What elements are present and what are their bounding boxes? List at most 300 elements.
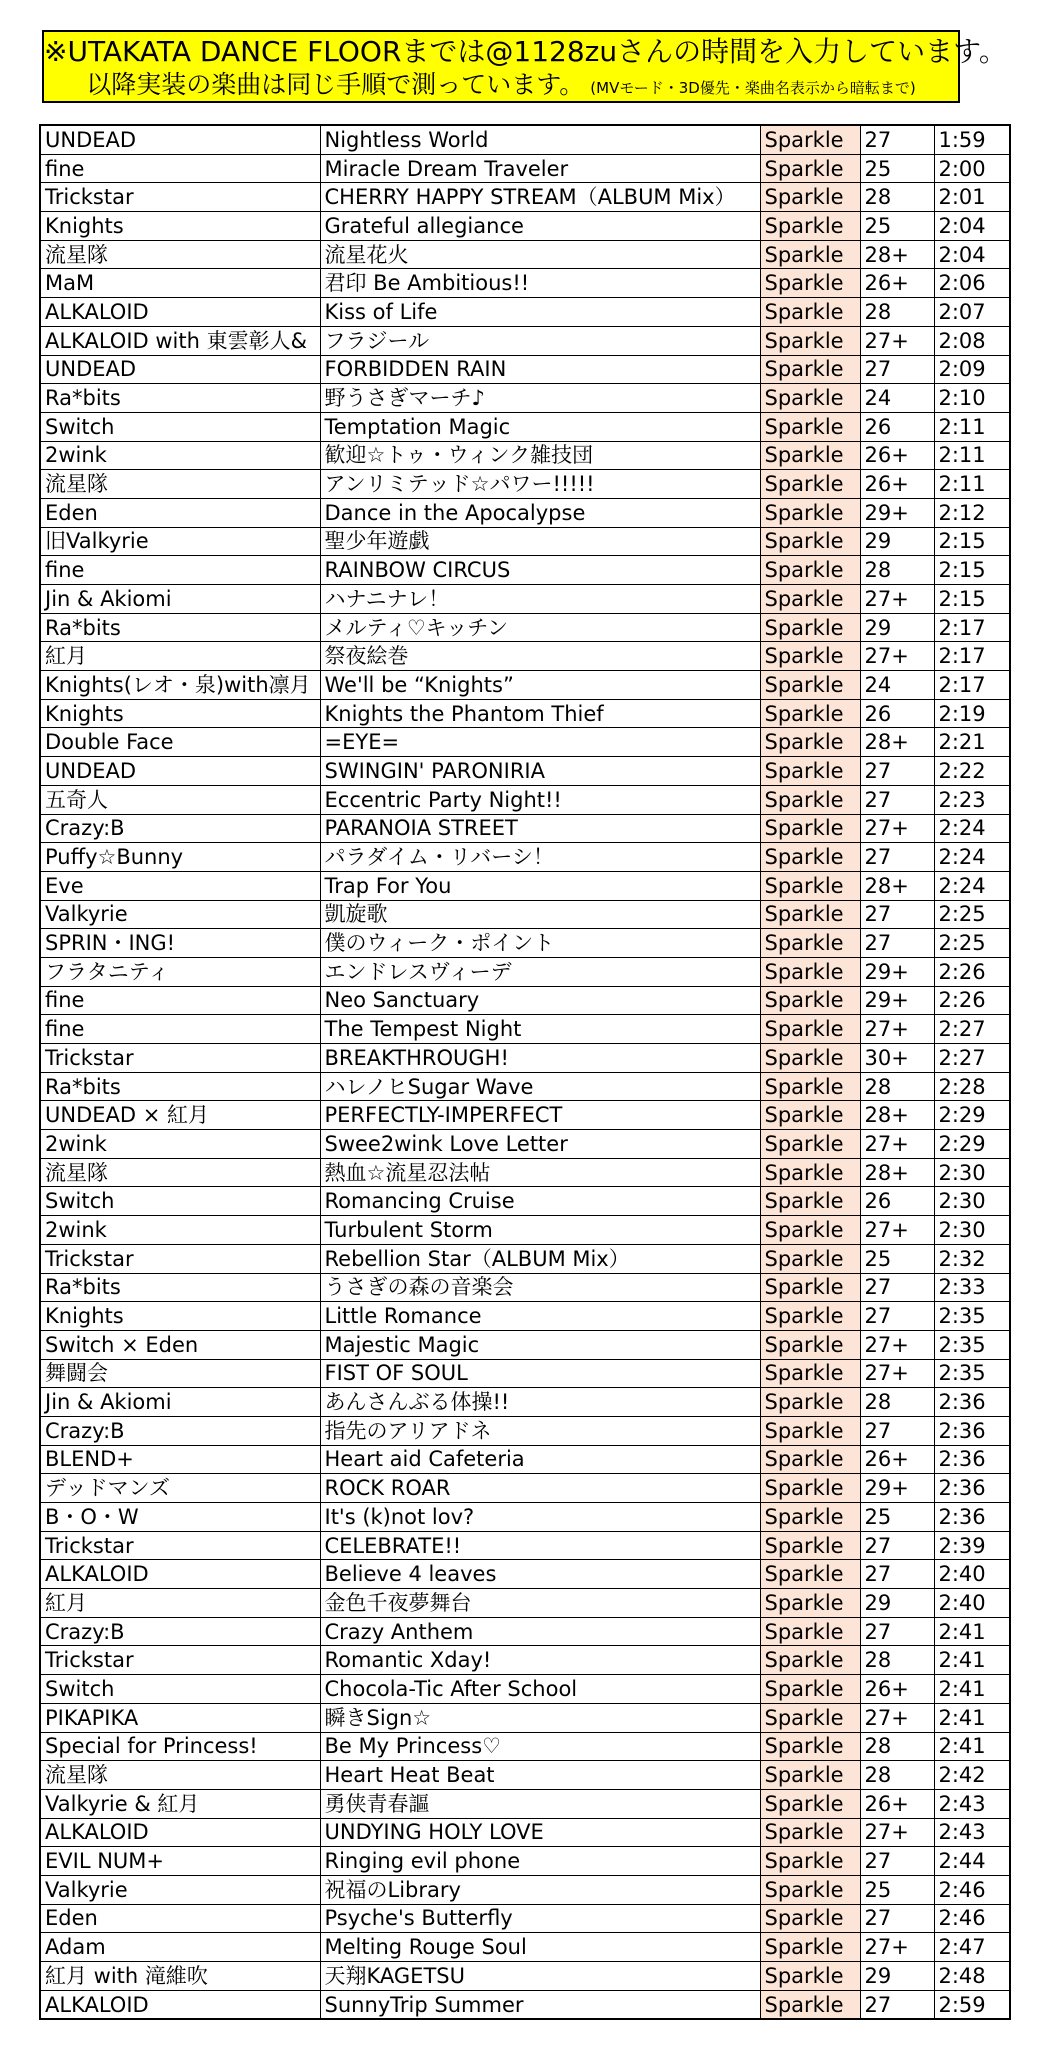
difficulty-cell: Sparkle <box>760 125 860 154</box>
level-cell: 27 <box>860 1560 934 1589</box>
difficulty-cell: Sparkle <box>760 1072 860 1101</box>
song-title-cell: 流星花火 <box>320 240 760 269</box>
unit-cell: Trickstar <box>40 183 320 212</box>
time-cell: 2:44 <box>934 1847 1010 1876</box>
song-title-cell: SWINGIN' PARONIRIA <box>320 757 760 786</box>
unit-cell: UNDEAD × 紅月 <box>40 1101 320 1130</box>
difficulty-cell: Sparkle <box>760 1789 860 1818</box>
unit-cell: UNDEAD <box>40 355 320 384</box>
unit-cell: fine <box>40 556 320 585</box>
notice-box <box>42 30 1007 103</box>
time-cell: 2:36 <box>934 1388 1010 1417</box>
difficulty-cell: Sparkle <box>760 1330 860 1359</box>
table-row <box>40 1044 1010 1073</box>
level-cell: 29+ <box>860 1474 934 1503</box>
difficulty-cell: Sparkle <box>760 298 860 327</box>
level-cell: 27 <box>860 1904 934 1933</box>
level-cell: 25 <box>860 212 934 241</box>
notice-line2-text: 以降実装の楽曲は同じ手順で測っています。 <box>86 70 585 99</box>
song-title-cell: Nightless World <box>320 125 760 154</box>
song-title-cell: Grateful allegiance <box>320 212 760 241</box>
table-row <box>40 1732 1010 1761</box>
unit-cell: Knights <box>40 212 320 241</box>
level-cell: 28 <box>860 1761 934 1790</box>
song-rows <box>40 125 1010 2019</box>
level-cell: 26 <box>860 412 934 441</box>
table-row <box>40 1675 1010 1704</box>
unit-cell: 流星隊 <box>40 1761 320 1790</box>
notice-line2 <box>44 69 958 104</box>
song-title-cell: 野うさぎマーチ♪ <box>320 384 760 413</box>
time-cell: 2:27 <box>934 1044 1010 1073</box>
unit-cell: Crazy:B <box>40 1416 320 1445</box>
song-title-cell: It's (k)not lov? <box>320 1503 760 1532</box>
song-title-cell: We'll be “Knights” <box>320 671 760 700</box>
time-cell: 2:41 <box>934 1646 1010 1675</box>
difficulty-cell: Sparkle <box>760 642 860 671</box>
song-title-cell: 勇侠青春謳 <box>320 1789 760 1818</box>
time-cell: 2:15 <box>934 527 1010 556</box>
difficulty-cell: Sparkle <box>760 470 860 499</box>
table-row <box>40 212 1010 241</box>
difficulty-cell: Sparkle <box>760 1962 860 1991</box>
table-row <box>40 1474 1010 1503</box>
level-cell: 25 <box>860 1875 934 1904</box>
difficulty-cell: Sparkle <box>760 814 860 843</box>
song-title-cell: PARANOIA STREET <box>320 814 760 843</box>
difficulty-cell: Sparkle <box>760 1818 860 1847</box>
time-cell: 2:17 <box>934 671 1010 700</box>
difficulty-cell: Sparkle <box>760 585 860 614</box>
level-cell: 28+ <box>860 1158 934 1187</box>
difficulty-cell: Sparkle <box>760 757 860 786</box>
table-row <box>40 843 1010 872</box>
unit-cell: Eden <box>40 1904 320 1933</box>
time-cell: 2:01 <box>934 183 1010 212</box>
time-cell: 2:33 <box>934 1273 1010 1302</box>
unit-cell: ALKALOID <box>40 298 320 327</box>
level-cell: 27 <box>860 125 934 154</box>
unit-cell: Jin & Akiomi <box>40 1388 320 1417</box>
level-cell: 26+ <box>860 470 934 499</box>
table-row <box>40 699 1010 728</box>
unit-cell: PIKAPIKA <box>40 1703 320 1732</box>
difficulty-cell: Sparkle <box>760 1216 860 1245</box>
song-title-cell: The Tempest Night <box>320 1015 760 1044</box>
song-title-cell: ハナニナレ！ <box>320 585 760 614</box>
table-row <box>40 498 1010 527</box>
unit-cell: ALKALOID <box>40 1818 320 1847</box>
difficulty-cell: Sparkle <box>760 1416 860 1445</box>
time-cell: 2:26 <box>934 957 1010 986</box>
table-row <box>40 1589 1010 1618</box>
level-cell: 28 <box>860 1732 934 1761</box>
table-row <box>40 1617 1010 1646</box>
time-cell: 2:15 <box>934 585 1010 614</box>
unit-cell: B・O・W <box>40 1503 320 1532</box>
unit-cell: SPRIN・ING! <box>40 929 320 958</box>
time-cell: 2:41 <box>934 1617 1010 1646</box>
song-title-cell: あんさんぶる体操!! <box>320 1388 760 1417</box>
table-row <box>40 1445 1010 1474</box>
difficulty-cell: Sparkle <box>760 1158 860 1187</box>
time-cell: 2:06 <box>934 269 1010 298</box>
time-cell: 2:19 <box>934 699 1010 728</box>
time-cell: 2:59 <box>934 1990 1010 2019</box>
unit-cell: フラタニティ <box>40 957 320 986</box>
level-cell: 27 <box>860 1302 934 1331</box>
level-cell: 27 <box>860 843 934 872</box>
unit-cell: Switch <box>40 412 320 441</box>
level-cell: 27+ <box>860 1359 934 1388</box>
song-title-cell: フラジール <box>320 326 760 355</box>
difficulty-cell: Sparkle <box>760 269 860 298</box>
song-title-cell: Believe 4 leaves <box>320 1560 760 1589</box>
notice-line1: ※UTAKATA DANCE FLOORまでは@1128zuさんの時間を入力しています。 <box>44 35 1007 68</box>
song-title-cell: ROCK ROAR <box>320 1474 760 1503</box>
time-cell: 2:30 <box>934 1216 1010 1245</box>
unit-cell: Puffy☆Bunny <box>40 843 320 872</box>
level-cell: 24 <box>860 671 934 700</box>
time-cell: 2:22 <box>934 757 1010 786</box>
time-cell: 2:27 <box>934 1015 1010 1044</box>
unit-cell: MaM <box>40 269 320 298</box>
difficulty-cell: Sparkle <box>760 154 860 183</box>
table-row <box>40 1187 1010 1216</box>
time-cell: 2:07 <box>934 298 1010 327</box>
difficulty-cell: Sparkle <box>760 1589 860 1618</box>
song-title-cell: 君印 Be Ambitious!! <box>320 269 760 298</box>
song-title-cell: Chocola-Tic After School <box>320 1675 760 1704</box>
song-title-cell: Psyche's Butterfly <box>320 1904 760 1933</box>
table-row <box>40 326 1010 355</box>
table-row <box>40 585 1010 614</box>
time-cell: 2:43 <box>934 1789 1010 1818</box>
level-cell: 27+ <box>860 1818 934 1847</box>
song-title-cell: Miracle Dream Traveler <box>320 154 760 183</box>
unit-cell: ALKALOID <box>40 1560 320 1589</box>
time-cell: 2:35 <box>934 1359 1010 1388</box>
time-cell: 2:35 <box>934 1330 1010 1359</box>
unit-cell: Adam <box>40 1933 320 1962</box>
difficulty-cell: Sparkle <box>760 699 860 728</box>
difficulty-cell: Sparkle <box>760 613 860 642</box>
unit-cell: 2wink <box>40 1130 320 1159</box>
time-cell: 1:59 <box>934 125 1010 154</box>
difficulty-cell: Sparkle <box>760 871 860 900</box>
table-row <box>40 1789 1010 1818</box>
level-cell: 27+ <box>860 642 934 671</box>
table-row <box>40 1933 1010 1962</box>
level-cell: 27 <box>860 1416 934 1445</box>
difficulty-cell: Sparkle <box>760 1130 860 1159</box>
difficulty-cell: Sparkle <box>760 1646 860 1675</box>
time-cell: 2:00 <box>934 154 1010 183</box>
difficulty-cell: Sparkle <box>760 240 860 269</box>
table-row <box>40 1273 1010 1302</box>
unit-cell: EVIL NUM+ <box>40 1847 320 1876</box>
level-cell: 28+ <box>860 1101 934 1130</box>
difficulty-cell: Sparkle <box>760 1359 860 1388</box>
difficulty-cell: Sparkle <box>760 1990 860 2019</box>
unit-cell: Valkyrie <box>40 900 320 929</box>
time-cell: 2:23 <box>934 785 1010 814</box>
table-row <box>40 1388 1010 1417</box>
difficulty-cell: Sparkle <box>760 785 860 814</box>
unit-cell: デッドマンズ <box>40 1474 320 1503</box>
song-title-cell: メルティ♡キッチン <box>320 613 760 642</box>
song-title-cell: Majestic Magic <box>320 1330 760 1359</box>
unit-cell: Switch <box>40 1187 320 1216</box>
song-title-cell: PERFECTLY-IMPERFECT <box>320 1101 760 1130</box>
table-row <box>40 1330 1010 1359</box>
difficulty-cell: Sparkle <box>760 1015 860 1044</box>
level-cell: 29 <box>860 527 934 556</box>
unit-cell: Knights(レオ・泉)with凛月 <box>40 671 320 700</box>
difficulty-cell: Sparkle <box>760 1732 860 1761</box>
difficulty-cell: Sparkle <box>760 1703 860 1732</box>
table-row <box>40 1216 1010 1245</box>
level-cell: 25 <box>860 1244 934 1273</box>
table-row <box>40 1875 1010 1904</box>
song-title-cell: Be My Princess♡ <box>320 1732 760 1761</box>
level-cell: 26+ <box>860 1789 934 1818</box>
time-cell: 2:11 <box>934 470 1010 499</box>
unit-cell: 舞闘会 <box>40 1359 320 1388</box>
time-cell: 2:36 <box>934 1474 1010 1503</box>
unit-cell: 旧Valkyrie <box>40 527 320 556</box>
difficulty-cell: Sparkle <box>760 1302 860 1331</box>
song-title-cell: 凱旋歌 <box>320 900 760 929</box>
unit-cell: Eden <box>40 498 320 527</box>
song-title-cell: FIST OF SOUL <box>320 1359 760 1388</box>
level-cell: 27+ <box>860 1015 934 1044</box>
unit-cell: Jin & Akiomi <box>40 585 320 614</box>
unit-cell: Trickstar <box>40 1646 320 1675</box>
song-title-cell: Kiss of Life <box>320 298 760 327</box>
unit-cell: Trickstar <box>40 1244 320 1273</box>
unit-cell: 紅月 <box>40 1589 320 1618</box>
song-title-cell: 祝福のLibrary <box>320 1875 760 1904</box>
time-cell: 2:21 <box>934 728 1010 757</box>
level-cell: 27 <box>860 785 934 814</box>
unit-cell: fine <box>40 1015 320 1044</box>
table-row <box>40 957 1010 986</box>
song-title-cell: 歓迎☆トゥ・ウィンク雑技団 <box>320 441 760 470</box>
unit-cell: 紅月 with 滝維吹 <box>40 1962 320 1991</box>
table-row <box>40 1847 1010 1876</box>
unit-cell: ALKALOID with 東雲彰人& <box>40 326 320 355</box>
time-cell: 2:41 <box>934 1732 1010 1761</box>
level-cell: 28 <box>860 1646 934 1675</box>
time-cell: 2:32 <box>934 1244 1010 1273</box>
song-title-cell: Romantic Xday! <box>320 1646 760 1675</box>
level-cell: 27+ <box>860 1933 934 1962</box>
table-row <box>40 1101 1010 1130</box>
unit-cell: Switch × Eden <box>40 1330 320 1359</box>
unit-cell: 流星隊 <box>40 1158 320 1187</box>
difficulty-cell: Sparkle <box>760 212 860 241</box>
song-title-cell: Ringing evil phone <box>320 1847 760 1876</box>
table-row <box>40 1158 1010 1187</box>
table-row <box>40 441 1010 470</box>
difficulty-cell: Sparkle <box>760 1675 860 1704</box>
unit-cell: Ra*bits <box>40 613 320 642</box>
difficulty-cell: Sparkle <box>760 1875 860 1904</box>
song-title-cell: SunnyTrip Summer <box>320 1990 760 2019</box>
time-cell: 2:29 <box>934 1130 1010 1159</box>
unit-cell: Ra*bits <box>40 1072 320 1101</box>
difficulty-cell: Sparkle <box>760 1187 860 1216</box>
level-cell: 27+ <box>860 326 934 355</box>
time-cell: 2:39 <box>934 1531 1010 1560</box>
unit-cell: Ra*bits <box>40 1273 320 1302</box>
song-title-cell: BREAKTHROUGH! <box>320 1044 760 1073</box>
table-row <box>40 1416 1010 1445</box>
difficulty-cell: Sparkle <box>760 929 860 958</box>
level-cell: 27 <box>860 355 934 384</box>
table-row <box>40 1560 1010 1589</box>
unit-cell: Valkyrie & 紅月 <box>40 1789 320 1818</box>
table-row <box>40 298 1010 327</box>
unit-cell: Knights <box>40 699 320 728</box>
unit-cell: UNDEAD <box>40 125 320 154</box>
time-cell: 2:10 <box>934 384 1010 413</box>
song-title-cell: Rebellion Star（ALBUM Mix） <box>320 1244 760 1273</box>
difficulty-cell: Sparkle <box>760 900 860 929</box>
time-cell: 2:09 <box>934 355 1010 384</box>
level-cell: 27+ <box>860 1216 934 1245</box>
difficulty-cell: Sparkle <box>760 1904 860 1933</box>
difficulty-cell: Sparkle <box>760 498 860 527</box>
time-cell: 2:17 <box>934 642 1010 671</box>
time-cell: 2:04 <box>934 240 1010 269</box>
song-title-cell: Crazy Anthem <box>320 1617 760 1646</box>
unit-cell: fine <box>40 154 320 183</box>
song-title-cell: CELEBRATE!! <box>320 1531 760 1560</box>
difficulty-cell: Sparkle <box>760 986 860 1015</box>
song-title-cell: エンドレスヴィーデ <box>320 957 760 986</box>
difficulty-cell: Sparkle <box>760 1388 860 1417</box>
unit-cell: Crazy:B <box>40 1617 320 1646</box>
time-cell: 2:17 <box>934 613 1010 642</box>
song-title-cell: FORBIDDEN RAIN <box>320 355 760 384</box>
song-title-cell: CHERRY HAPPY STREAM（ALBUM Mix） <box>320 183 760 212</box>
difficulty-cell: Sparkle <box>760 1761 860 1790</box>
difficulty-cell: Sparkle <box>760 1531 860 1560</box>
level-cell: 27 <box>860 900 934 929</box>
table-row <box>40 613 1010 642</box>
level-cell: 29 <box>860 1962 934 1991</box>
time-cell: 2:36 <box>934 1445 1010 1474</box>
song-title-cell: 僕のウィーク・ポイント <box>320 929 760 958</box>
song-title-cell: Romancing Cruise <box>320 1187 760 1216</box>
time-cell: 2:36 <box>934 1503 1010 1532</box>
level-cell: 27 <box>860 1847 934 1876</box>
unit-cell: UNDEAD <box>40 757 320 786</box>
difficulty-cell: Sparkle <box>760 1044 860 1073</box>
table-row <box>40 470 1010 499</box>
level-cell: 26+ <box>860 1675 934 1704</box>
level-cell: 25 <box>860 154 934 183</box>
song-title-cell: Dance in the Apocalypse <box>320 498 760 527</box>
level-cell: 27+ <box>860 1330 934 1359</box>
song-title-cell: Turbulent Storm <box>320 1216 760 1245</box>
level-cell: 27+ <box>860 814 934 843</box>
song-title-cell: Neo Sanctuary <box>320 986 760 1015</box>
table-row <box>40 269 1010 298</box>
unit-cell: 2wink <box>40 441 320 470</box>
table-row <box>40 728 1010 757</box>
difficulty-cell: Sparkle <box>760 412 860 441</box>
level-cell: 30+ <box>860 1044 934 1073</box>
time-cell: 2:15 <box>934 556 1010 585</box>
difficulty-cell: Sparkle <box>760 671 860 700</box>
song-title-cell: パラダイム・リバーシ！ <box>320 843 760 872</box>
unit-cell: 流星隊 <box>40 240 320 269</box>
level-cell: 28 <box>860 556 934 585</box>
table-row <box>40 527 1010 556</box>
level-cell: 29 <box>860 1589 934 1618</box>
time-cell: 2:42 <box>934 1761 1010 1790</box>
table-row <box>40 871 1010 900</box>
table-row <box>40 1904 1010 1933</box>
unit-cell: BLEND+ <box>40 1445 320 1474</box>
difficulty-cell: Sparkle <box>760 1617 860 1646</box>
level-cell: 26+ <box>860 441 934 470</box>
time-cell: 2:36 <box>934 1416 1010 1445</box>
time-cell: 2:25 <box>934 929 1010 958</box>
time-cell: 2:24 <box>934 871 1010 900</box>
table-row <box>40 1359 1010 1388</box>
time-cell: 2:24 <box>934 843 1010 872</box>
level-cell: 26 <box>860 1187 934 1216</box>
song-time-table <box>39 124 1011 2020</box>
table-row <box>40 1531 1010 1560</box>
unit-cell: Knights <box>40 1302 320 1331</box>
table-row <box>40 384 1010 413</box>
time-cell: 2:24 <box>934 814 1010 843</box>
table-row <box>40 1244 1010 1273</box>
table-row <box>40 1503 1010 1532</box>
unit-cell: ALKALOID <box>40 1990 320 2019</box>
song-title-cell: 天翔KAGETSU <box>320 1962 760 1991</box>
song-title-cell: =EYE= <box>320 728 760 757</box>
level-cell: 29 <box>860 613 934 642</box>
table-row <box>40 556 1010 585</box>
difficulty-cell: Sparkle <box>760 1847 860 1876</box>
difficulty-cell: Sparkle <box>760 843 860 872</box>
difficulty-cell: Sparkle <box>760 355 860 384</box>
table-row <box>40 154 1010 183</box>
unit-cell: 2wink <box>40 1216 320 1245</box>
song-title-cell: Swee2wink Love Letter <box>320 1130 760 1159</box>
table-row <box>40 1015 1010 1044</box>
unit-cell: Valkyrie <box>40 1875 320 1904</box>
table-row <box>40 814 1010 843</box>
difficulty-cell: Sparkle <box>760 384 860 413</box>
level-cell: 27 <box>860 1531 934 1560</box>
difficulty-cell: Sparkle <box>760 1101 860 1130</box>
table-row <box>40 671 1010 700</box>
unit-cell: Trickstar <box>40 1044 320 1073</box>
unit-cell: Crazy:B <box>40 814 320 843</box>
song-title-cell: ハレノヒSugar Wave <box>320 1072 760 1101</box>
difficulty-cell: Sparkle <box>760 183 860 212</box>
difficulty-cell: Sparkle <box>760 957 860 986</box>
difficulty-cell: Sparkle <box>760 1503 860 1532</box>
level-cell: 28 <box>860 1072 934 1101</box>
